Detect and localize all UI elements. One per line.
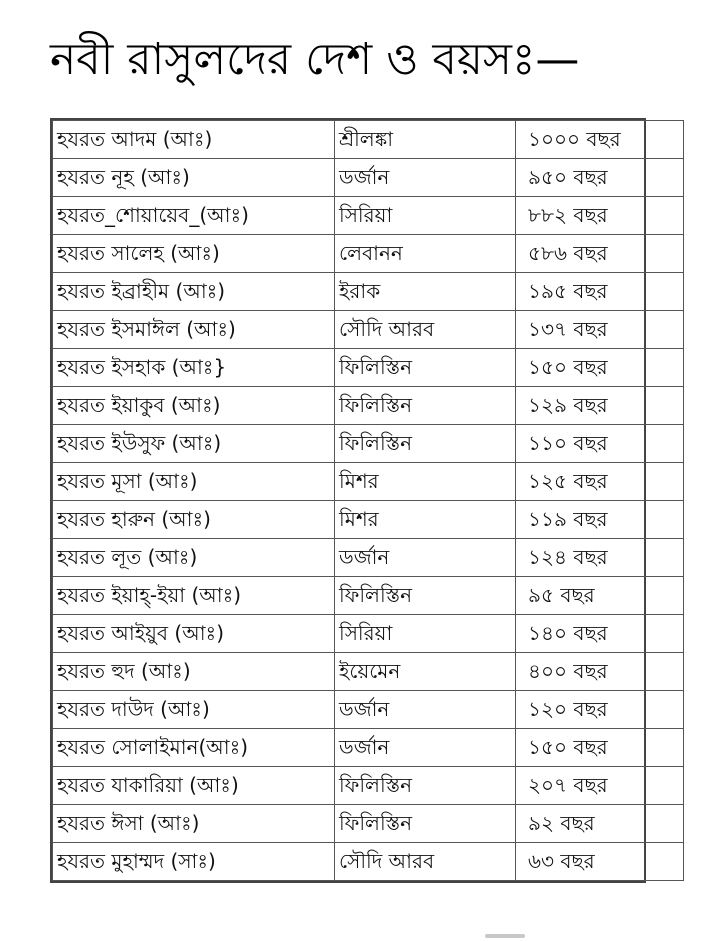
age-cell: ৯৫ বছর [516,577,684,615]
age-cell: ১১৯ বছর [516,501,684,539]
age-cell: ৯২ বছর [516,805,684,843]
country-cell: ফিলিস্তিন [335,577,516,615]
table-row [53,425,684,463]
prophet-name-cell: হযরত মূসা (আঃ) [53,463,335,501]
country-cell: ডর্জান [335,691,516,729]
country-cell: লেবানন [335,235,516,273]
prophet-name-cell: হযরত_শোয়ায়েব_(আঃ) [53,197,335,235]
age-cell: ১৩৭ বছর [516,311,684,349]
prophet-name-cell: হযরত ইউসুফ (আঃ) [53,425,335,463]
age-cell: ১২৯ বছর [516,387,684,425]
prophet-name-cell: হযরত যাকারিয়া (আঃ) [53,767,335,805]
prophet-name-cell: হযরত ইয়াহ্-ইয়া (আঃ) [53,577,335,615]
table-row [53,463,684,501]
table-row [53,501,684,539]
page-title: নবী রাসুলদের দেশ ও বয়সঃ— [50,34,580,85]
table-row [53,577,684,615]
prophet-name-cell: হযরত হুদ (আঃ) [53,653,335,691]
scroll-indicator [485,934,525,938]
age-cell: ৯৫০ বছর [516,159,684,197]
prophet-name-cell: হযরত লূত (আঃ) [53,539,335,577]
country-cell: ফিলিস্তিন [335,805,516,843]
table-row [53,349,684,387]
table-row [53,843,684,881]
age-cell: ৮৮২ বছর [516,197,684,235]
prophet-name-cell: হযরত আদম (আঃ) [53,121,335,159]
table-row [53,311,684,349]
country-cell: ইয়েমেন [335,653,516,691]
age-cell: ২০৭ বছর [516,767,684,805]
table-row [53,387,684,425]
country-cell: শ্রীলঙ্কা [335,121,516,159]
table-body [53,121,684,881]
prophets-table [50,118,646,883]
age-cell: ১২০ বছর [516,691,684,729]
age-cell: ৬৩ বছর [516,843,684,881]
age-cell: ১৫০ বছর [516,729,684,767]
table-row [53,729,684,767]
country-cell: ফিলিস্তিন [335,425,516,463]
table-row [53,121,684,159]
country-cell: ডর্জান [335,159,516,197]
table-row [53,653,684,691]
prophet-name-cell: হযরত ইসহাক (আঃ} [53,349,335,387]
prophet-name-cell: হযরত সালেহ (আঃ) [53,235,335,273]
table-row [53,615,684,653]
country-cell: মিশর [335,463,516,501]
country-cell: সিরিয়া [335,615,516,653]
country-cell: ফিলিস্তিন [335,349,516,387]
table-row [53,691,684,729]
table-row [53,273,684,311]
country-cell: ডর্জান [335,539,516,577]
prophet-name-cell: হযরত হারুন (আঃ) [53,501,335,539]
prophet-name-cell: হযরত ইসমাঈল (আঃ) [53,311,335,349]
prophet-name-cell: হযরত নূহ (আঃ) [53,159,335,197]
table-row [53,235,684,273]
prophet-name-cell: হযরত সোলাইমান(আঃ) [53,729,335,767]
age-cell: ১৫০ বছর [516,349,684,387]
prophet-name-cell: হযরত ইব্রাহীম (আঃ) [53,273,335,311]
age-cell: ১৯৫ বছর [516,273,684,311]
country-cell: ডর্জান [335,729,516,767]
age-cell: ৪০০ বছর [516,653,684,691]
table-row [53,159,684,197]
table-row [53,767,684,805]
country-cell: মিশর [335,501,516,539]
age-cell: ১২৪ বছর [516,539,684,577]
age-cell: ১০০০ বছর [516,121,684,159]
age-cell: ১৪০ বছর [516,615,684,653]
prophet-name-cell: হযরত দাউদ (আঃ) [53,691,335,729]
prophet-name-cell: হযরত মুহাম্মদ (সাঃ) [53,843,335,881]
country-cell: সিরিয়া [335,197,516,235]
prophet-name-cell: হযরত আইয়ুব (আঃ) [53,615,335,653]
country-cell: ফিলিস্তিন [335,387,516,425]
country-cell: ইরাক [335,273,516,311]
table-row [53,197,684,235]
age-cell: ১২৫ বছর [516,463,684,501]
age-cell: ৫৮৬ বছর [516,235,684,273]
age-cell: ১১০ বছর [516,425,684,463]
country-cell: সৌদি আরব [335,843,516,881]
table-row [53,805,684,843]
country-cell: ফিলিস্তিন [335,767,516,805]
table-row [53,539,684,577]
prophet-name-cell: হযরত ঈসা (আঃ) [53,805,335,843]
prophet-name-cell: হযরত ইয়াকুব (আঃ) [53,387,335,425]
country-cell: সৌদি আরব [335,311,516,349]
